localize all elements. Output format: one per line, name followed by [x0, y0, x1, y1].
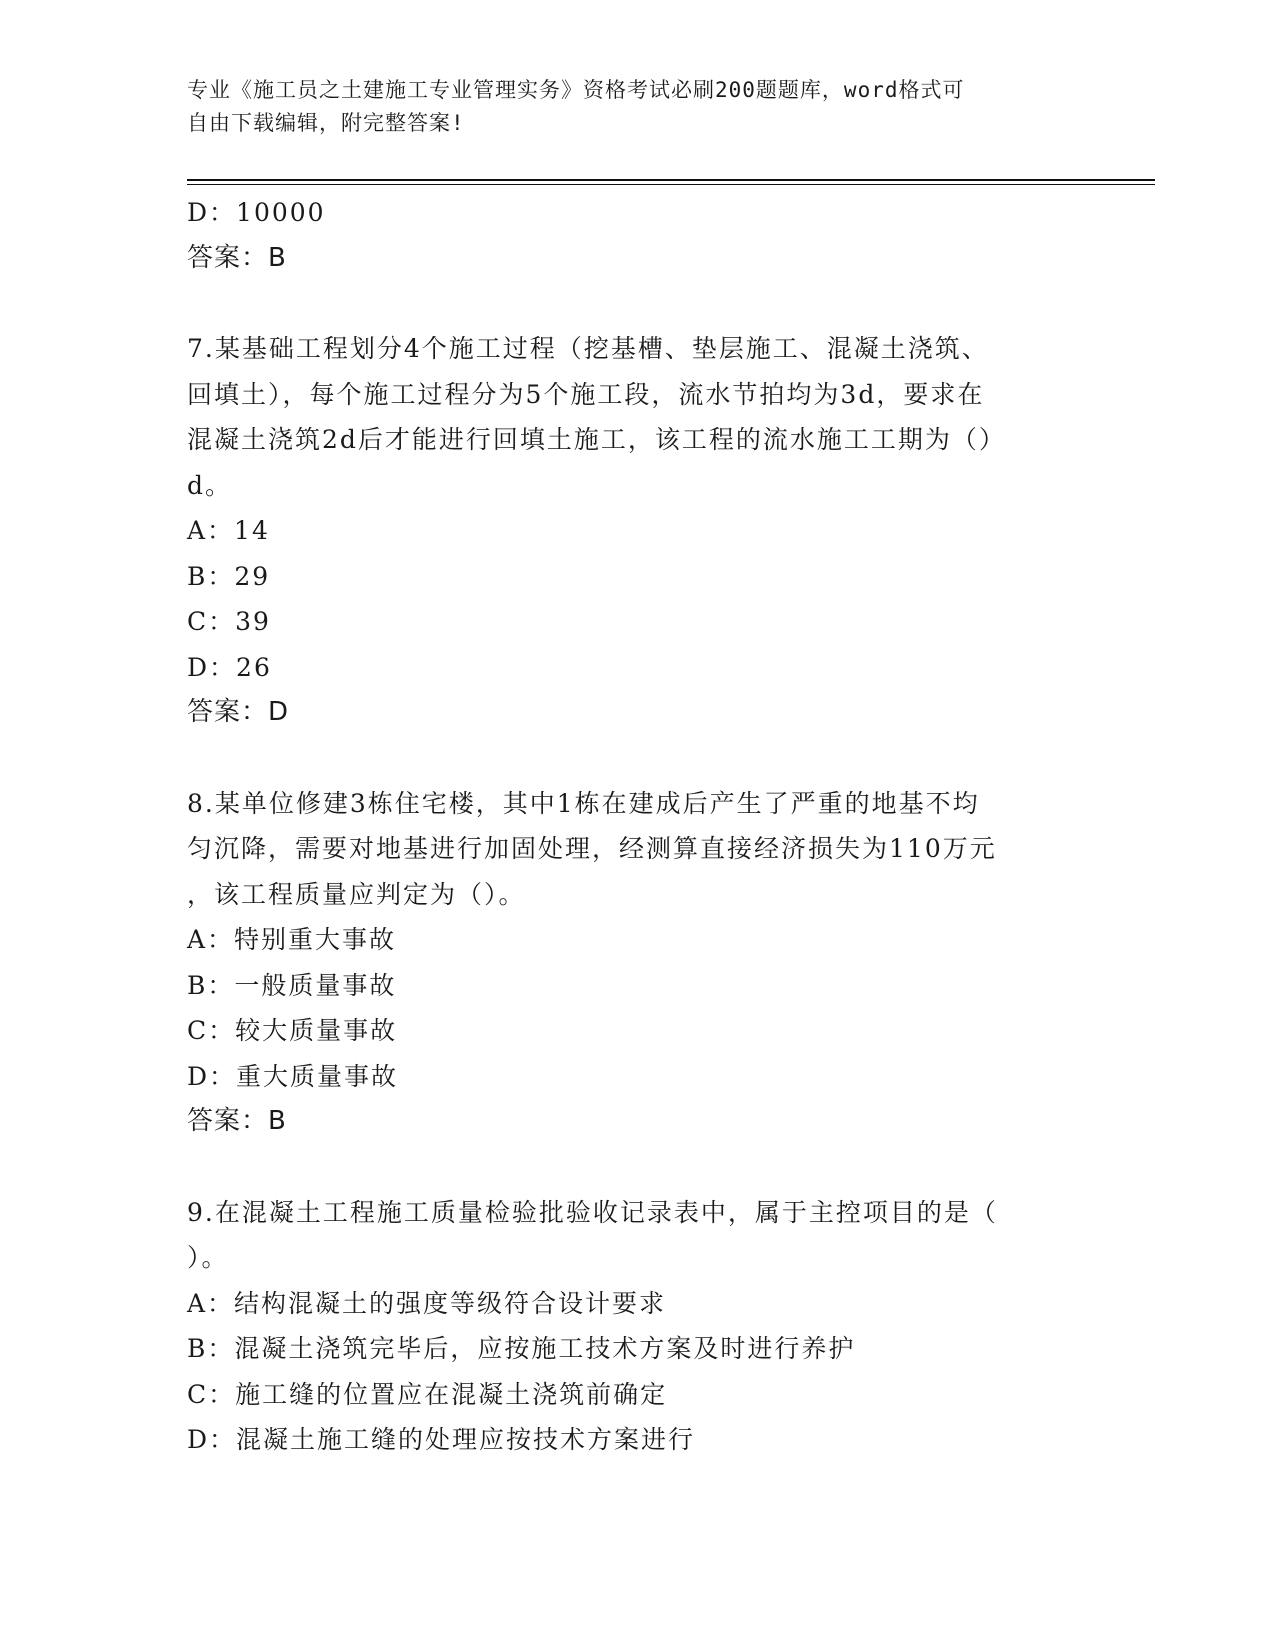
question-8-line: 8.某单位修建3栋住宅楼，其中1栋在建成后产生了严重的地基不均 — [187, 788, 980, 818]
document-header — [187, 74, 1067, 140]
question-7-answer: 答案：D — [187, 697, 290, 727]
question-7-line: 7.某基础工程划分4个施工过程（挖基槽、垫层施工、混凝土浇筑、 — [187, 334, 989, 363]
question-8-line: ，该工程质量应判定为（）。 — [187, 879, 526, 909]
question-9-option-a: A：结构混凝土的强度等级符合设计要求 — [187, 1288, 667, 1318]
question-7-option-a: A：14 — [187, 516, 270, 545]
prev-option-d: D：10000 — [187, 198, 326, 227]
question-7-line: d。 — [187, 470, 233, 500]
question-8-option-d: D：重大质量事故 — [187, 1061, 399, 1091]
question-9 — [187, 1190, 1067, 1463]
question-9-option-c: C：施工缝的位置应在混凝土浇筑前确定 — [187, 1379, 668, 1409]
question-9-option-d: D：混凝土施工缝的处理应按技术方案进行 — [187, 1425, 696, 1454]
question-9-text — [187, 1190, 1067, 1281]
question-7-option-b: B：29 — [187, 561, 271, 591]
header-rule-thin — [187, 184, 1155, 185]
prev-answer: 答案：B — [187, 242, 287, 273]
question-7-line: 混凝土浇筑2d后才能进行回填土施工，该工程的流水施工工期为（） — [187, 425, 1006, 454]
spacer — [187, 736, 1067, 781]
question-7-line: 回填土），每个施工过程分为5个施工段，流水节拍均为3d，要求在 — [187, 379, 985, 409]
question-8-line: 匀沉降，需要对地基进行加固处理，经测算直接经济损失为110万元 — [187, 834, 997, 863]
question-8-option-a: A：特别重大事故 — [187, 925, 397, 954]
question-8 — [187, 781, 1067, 1145]
question-7-option-d: D：26 — [187, 652, 272, 682]
question-9-option-b: B：混凝土浇筑完毕后，应按施工技术方案及时进行养护 — [187, 1334, 856, 1363]
question-8-option-c: C：较大质量事故 — [187, 1016, 398, 1045]
header-line-1: 专业《施工员之土建施工专业管理实务》资格考试必刷200题题库，word格式可 — [187, 78, 965, 102]
header-rule-thick — [187, 179, 1155, 181]
question-7-option-c: C：39 — [187, 607, 271, 636]
question-7 — [187, 326, 1067, 736]
question-9-line: 9.在混凝土工程施工质量检验批验收记录表中，属于主控项目的是（ — [187, 1197, 998, 1227]
spacer — [187, 281, 1067, 326]
question-8-option-b: B：一般质量事故 — [187, 970, 397, 1000]
question-8-answer: 答案：B — [187, 1106, 287, 1136]
question-8-text — [187, 781, 1067, 918]
document-body — [187, 190, 1067, 1463]
spacer — [187, 1145, 1067, 1190]
header-line-2: 自由下载编辑，附完整答案! — [187, 111, 465, 135]
question-7-text — [187, 326, 1067, 508]
question-9-line: ）。 — [187, 1243, 229, 1272]
